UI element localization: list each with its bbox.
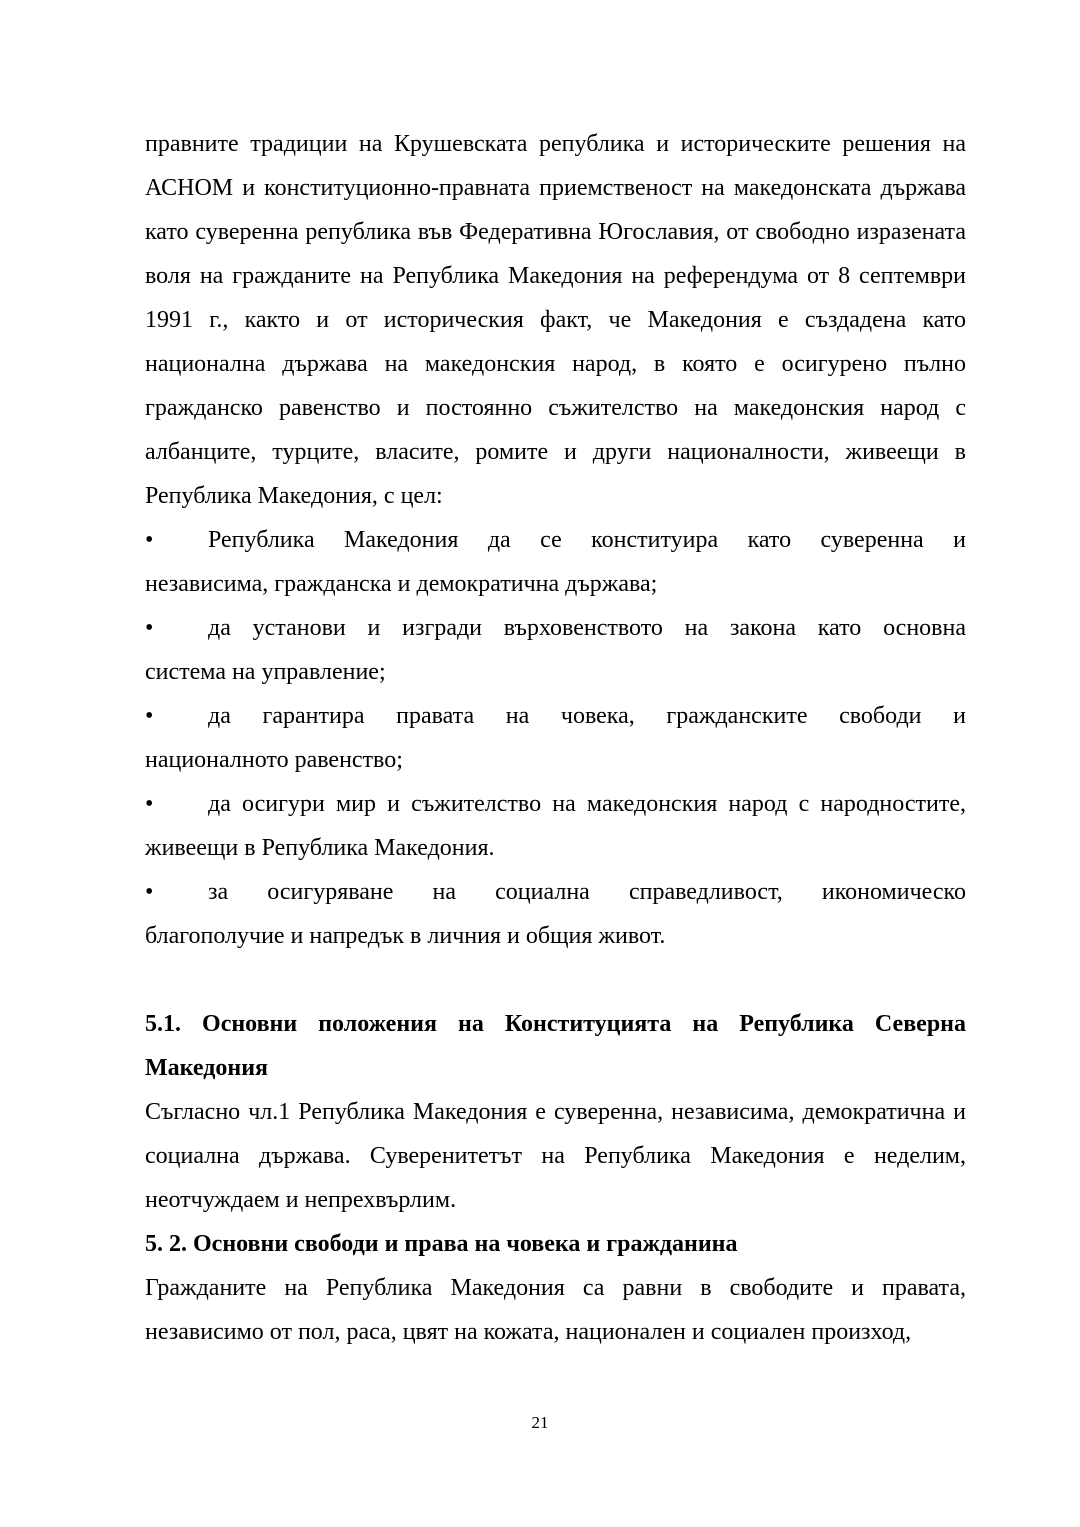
list-item-first-line: да осигури мир и съжителство на македонския народ с народностите, xyxy=(208,791,966,817)
bullet-icon: • xyxy=(145,527,154,553)
bullet-icon: • xyxy=(145,615,154,641)
list-item xyxy=(145,518,966,606)
list-item-first-line: да гарантира правата на човека, гражданските свободи и xyxy=(208,703,966,729)
section-heading-5-1: 5.1. Основни положения на Конституцията на Република Северна Македония xyxy=(145,1011,966,1081)
list-item-first-line: Република Македония да се конституира като суверенна и xyxy=(208,527,966,553)
list-item-continuation: националното равенство; xyxy=(145,747,403,773)
list-item-first-line: за осигуряване на социална справедливост, икономическо xyxy=(208,879,966,905)
section-5-1-paragraph: Съгласно чл.1 Република Македония е суверенна, независима, демократична и социална държава. Суверенитетът на Република Македония е неделим, неотчуждаем и непрехвърлим. xyxy=(145,1099,966,1213)
list-item-continuation: система на управление; xyxy=(145,659,386,685)
list-item xyxy=(145,694,966,782)
list-item-continuation: благополучие и напредък в личния и общия живот. xyxy=(145,923,666,949)
page-body xyxy=(145,122,966,1354)
list-item-continuation: живеещи в Република Македония. xyxy=(145,835,495,861)
page-number: 21 xyxy=(531,1413,549,1432)
list-item xyxy=(145,782,966,870)
intro-paragraph: правните традиции на Крушевската република и историческите решения на АСНОМ и конституционно-правната приемственост на македонската държава като суверенна република във Федеративна Югославия, от свободно изразената воля на гражданите на Република Македония на референдума от 8 септември 1991 г., както и от историческия факт, че Македония е създадена като национална държава на македонския народ, в която е осигурено пълно гражданско равенство и постоянно съжителство на македонския народ с албанците, турците, власите, ромите и други националности, живеещи в Република Македония, с цел: xyxy=(145,131,966,509)
bullet-icon: • xyxy=(145,879,154,905)
list-item-continuation: независима, гражданска и демократична държава; xyxy=(145,571,658,597)
list-item xyxy=(145,606,966,694)
list-item-first-line: да установи и изгради върховенството на закона като основна xyxy=(208,615,966,641)
list-item xyxy=(145,870,966,958)
bullet-icon: • xyxy=(145,791,154,817)
section-5-2-paragraph: Гражданите на Република Македония са равни в свободите и правата, независимо от пол, раса, цвят на кожата, национален и социален произход, xyxy=(145,1275,966,1345)
section-heading-5-2: 5. 2. Основни свободи и права на човека и гражданина xyxy=(145,1231,738,1257)
section-gap xyxy=(145,958,966,1002)
bullet-icon: • xyxy=(145,703,154,729)
